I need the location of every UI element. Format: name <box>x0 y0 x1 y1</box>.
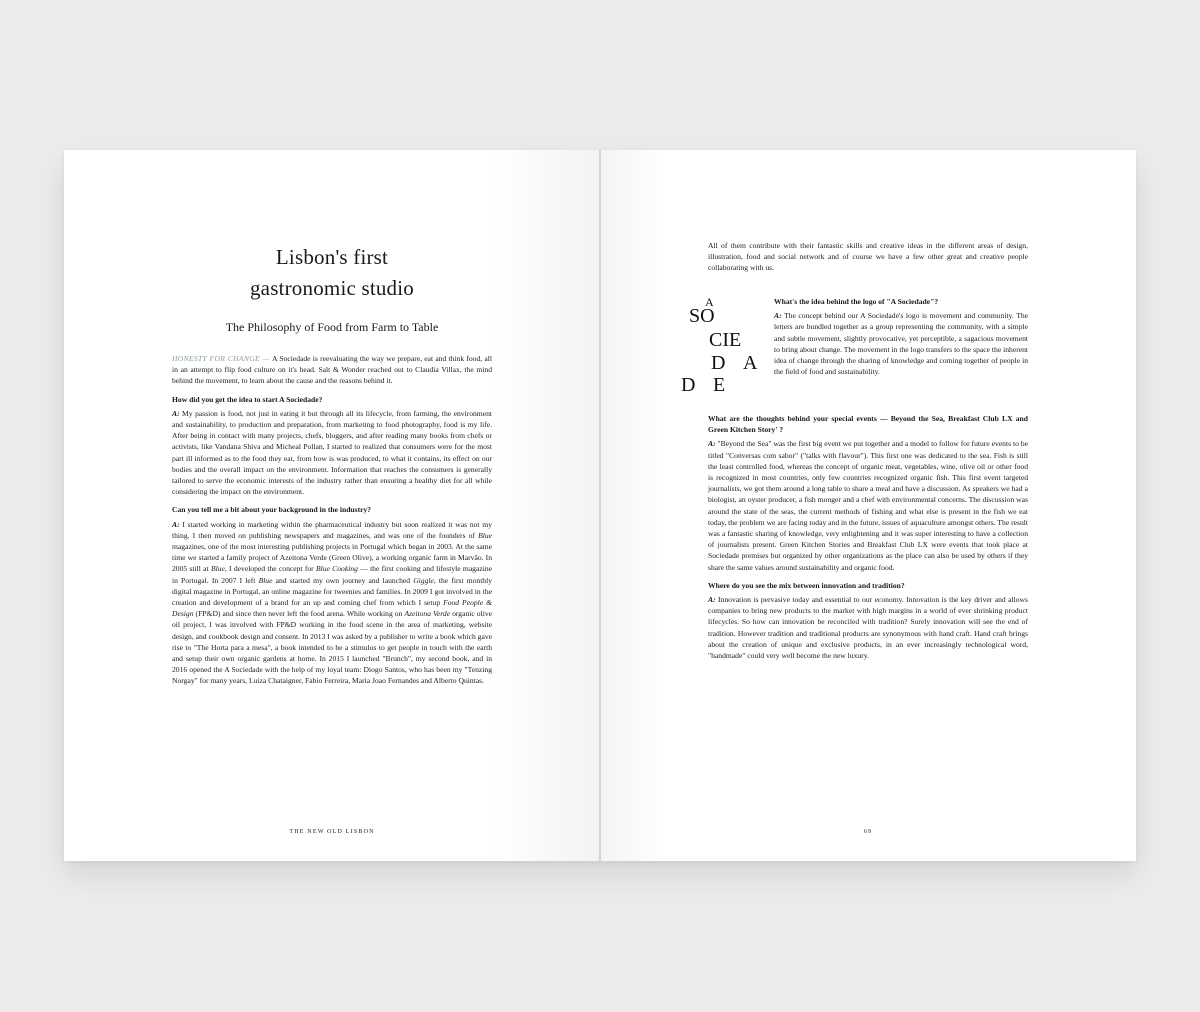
title-line-2: gastronomic studio <box>249 276 414 300</box>
logo-letter: A <box>705 295 714 309</box>
article-title <box>172 242 492 304</box>
answer-2-text: and started my own journey and launched <box>272 575 414 585</box>
logo-letter: D <box>711 352 726 374</box>
answer-3 <box>774 310 1028 377</box>
logo-letter: SO <box>689 305 715 327</box>
answer-label: A: <box>172 408 180 418</box>
italic-term: Blue Cooking <box>315 564 358 574</box>
answer-3-text: The concept behind our A Sociedade's logo is movement and community. The letters are bundled together as a group representing the community, with a simple and subtle movement, slightly provocative, yet perceptible, a sagacious movement to bring about change. The movement in the logo transfers to the space the inherent idea of change through the sharing of knowledge and coming together of people in the field of food and sustainability. <box>774 311 1028 377</box>
answer-2-text: (FP&D) and since then never left the food arena. While working on <box>193 609 405 619</box>
answer-label: A: <box>708 595 716 605</box>
magazine-spread <box>64 150 1136 861</box>
answer-2-text: , the first monthly digital magazine in Portugal, an online magazine for tweenies and families. In 2009 I got involved in the creation and development of a brand for an up and coming chef from which I setup <box>172 575 493 608</box>
logo-letter: CIE <box>709 329 742 351</box>
intro-lead: HONESTY FOR CHANGE — <box>172 354 273 363</box>
answer-5 <box>708 594 1028 661</box>
answer-2 <box>172 519 492 687</box>
right-page <box>601 150 1136 861</box>
answer-2-text: magazines, one of the most interesting publishing projects in Portugal which began in 2003. At the same time we started a family project of Azeitona Verde (Green Olive), a working organic farm in Marvão. In 2005 still at <box>172 542 492 574</box>
answer-label: A: <box>708 439 716 449</box>
logo-letter: E <box>713 374 726 396</box>
top-paragraph <box>708 240 1028 281</box>
italic-term: Giggle <box>413 575 434 585</box>
logo-letter: A <box>743 352 758 374</box>
question-4: What are the thoughts behind your special events — Beyond the Sea, Breakfast Club LX and Green Kitchen Story' ? <box>708 414 1028 435</box>
question-2: Can you tell me a bit about your background in the industry? <box>172 505 372 515</box>
answer-4-text: "Beyond the Sea" was the first big event we put together and a model to follow for future events to be titled "Conversas com sabor" ("talks with flavour"). This first one was dedicated to the sea. Fish is still the least controlled food, whereas the concept of organic meat, vegetables, wine, olive oil or other food is recognized in most countries, only few countries recognized organic fish. This first event targeted journalists, we got them around a long table to share a meal and have a discussion. As speakers we had a biologist, an oyster producer, a fish monger and a chef with environmental concerns. The discussion was around the state of the seas, the current methods of fishing and what else is present in the fish we eat today, the problem we are facing today and in the future, issues of aquaculture amongst others. The result was a fantastic sharing of knowledge, very enlightening and it was super interesting to have a collection of journalists present. Green Kitchen Stories and Breakfast Club LX were events that took place at Sociedade premises but organized by other organizations as the place can also be used by others if they share the same values around sustainability and organic food. <box>708 439 1028 572</box>
right-column <box>708 413 1028 668</box>
answer-label: A: <box>172 519 180 529</box>
logo-column <box>774 296 1028 384</box>
question-3: What's the idea behind the logo of "A Sociedade"? <box>774 297 939 306</box>
answer-label: A: <box>774 311 782 321</box>
title-line-1: Lisbon's first <box>275 245 389 269</box>
answer-1 <box>172 408 492 498</box>
question-1: How did you get the idea to start A Sociedade? <box>172 394 323 404</box>
italic-term: Blue <box>210 564 225 574</box>
answer-1-text: My passion is food, not just in eating it but through all its lifecycle, from farming, the environment and sustainability, to production and preparation, from marketing to food photography, food is my life. After being in contact with many projects, chefs, bloggers, and after reading many books from chefs or activists, like Vandana Shiva and Micheal Pollan, I started to realized that consumers were for the most part ill informed as to the food they eat, from how is was produced, to what it contains, its effect on our bodies and the overall impact on the environment. Information that reaches the consumers is generally tailored to serve the economic interests of the industry rather than ensuring a healthy diet for all while considering the impact on the environment. <box>172 408 492 497</box>
left-column <box>172 353 492 694</box>
answer-2-text: , I developed the concept for <box>224 564 316 574</box>
logo-letter: D <box>681 374 696 396</box>
italic-term: Azeitona Verde <box>404 609 451 619</box>
answer-2-text: I started working in marketing within the pharmaceutical industry but soon realized it was not my thing. I then moved on publishing newspapers and magazines, and was one of the founders of <box>172 519 492 540</box>
answer-2-text: — the first cooking and lifestyle magazine in Portugal. In 2007 I left <box>172 564 493 585</box>
italic-term: Food People & Design <box>172 598 492 619</box>
question-5: Where do you see the mix between innovation and tradition? <box>708 580 905 590</box>
answer-5-text: Innovation is pervasive today and essential to our economy. Innovation is the key driver and allows companies to bring new products to the market with high margins in a world of ever shrinking product lifecycles. So how can innovation be reconciled with tradition? Surely innovation will see the end of tradition. However tradition and traditional products are synonymous with hand craft. Hand craft brings about the creation of unique and exclusive products, in an ever increasingly technological word, "handmade" could very well become the new luxury. <box>708 595 1028 661</box>
italic-term: Blue <box>258 575 273 585</box>
top-paragraph-text: All of them contribute with their fantastic skills and creative ideas in the different areas of design, illustration, food and social network and of course we have a few other great and creative people collaborating with us. <box>708 241 1028 273</box>
intro-text: A Sociedade is reevaluating the way we prepare, eat and think food, all in an attempt to flip food culture on it's head. Salt & Wonder reached out to Claudia Villax, the mind behind the movement, to learn about the cause and the reasons behind it. <box>172 354 492 386</box>
article-subtitle: The Philosophy of Food from Farm to Table <box>225 320 439 334</box>
answer-2-text: organic olive oil project, I was involved with FP&D working in the food scene in the area of marketing, website design, and cookbook design and consent. In 2013 I was asked by a publisher to write a book which gave rise to "The Horta para a mesa", a book intended to be a stimulus to get people in touch with the earth and setup their own organic gardens at home. In 2015 I launched "Brunch", my second book, and in 2016 opened the A Sociedade with the help of my loyal team: Diogo Santos, who has been my "Tenzing Norgay" for many years, Luiza Chataigner, Fabio Ferreira, Maria Joao Fernandes and Alberto Quintas. <box>172 609 492 686</box>
running-footer: THE NEW OLD LISBON <box>289 829 375 835</box>
left-page <box>64 150 599 861</box>
intro-paragraph <box>172 353 492 387</box>
page-number: 69 <box>864 829 872 835</box>
italic-term: Blue <box>478 530 492 540</box>
answer-4 <box>708 438 1028 572</box>
a-sociedade-logo <box>681 290 766 395</box>
